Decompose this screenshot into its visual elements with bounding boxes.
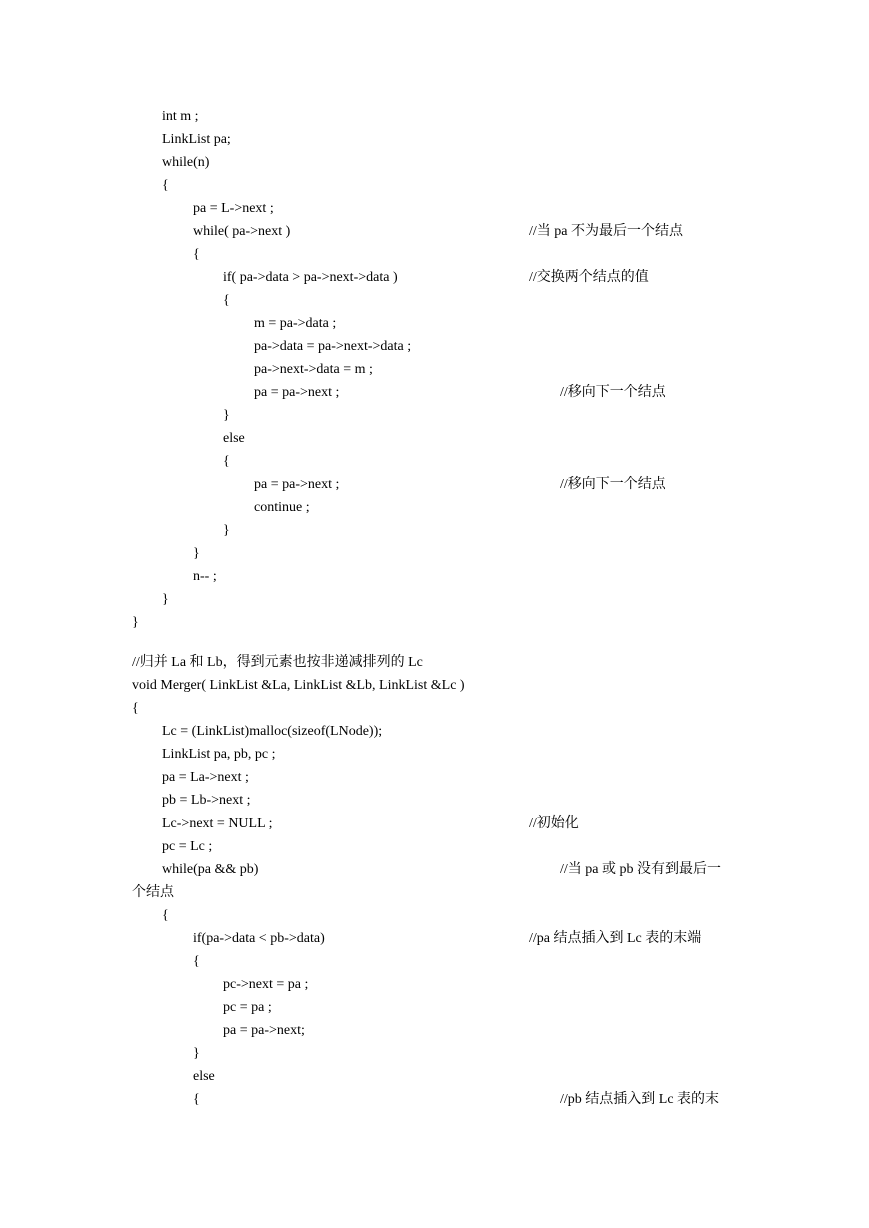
code-text: pa = pa->next; bbox=[223, 1023, 305, 1038]
code-text: //归并 La 和 Lb，得到元素也按非递减排列的 Lc bbox=[132, 655, 423, 670]
code-text: } bbox=[162, 592, 169, 607]
code-line bbox=[0, 927, 869, 950]
code-line bbox=[0, 335, 869, 358]
code-text: if(pa->data < pb->data) bbox=[193, 931, 325, 946]
code-text: pa->next->data = m ; bbox=[254, 362, 373, 377]
code-line bbox=[0, 973, 869, 996]
code-line bbox=[0, 881, 869, 904]
code-text: } bbox=[223, 408, 230, 423]
code-line bbox=[0, 519, 869, 542]
code-line bbox=[0, 105, 869, 128]
code-line bbox=[0, 565, 869, 588]
code-text: pc->next = pa ; bbox=[223, 977, 309, 992]
code-line bbox=[0, 904, 869, 927]
code-text: m = pa->data ; bbox=[254, 316, 337, 331]
code-line bbox=[0, 496, 869, 519]
code-text: { bbox=[132, 701, 139, 716]
code-line bbox=[0, 697, 869, 720]
code-line bbox=[0, 220, 869, 243]
code-line bbox=[0, 128, 869, 151]
code-text: pa = La->next ; bbox=[162, 770, 249, 785]
code-line bbox=[0, 858, 869, 881]
code-text: } bbox=[132, 615, 139, 630]
code-text: Lc = (LinkList)malloc(sizeof(LNode)); bbox=[162, 724, 383, 739]
code-line bbox=[0, 266, 869, 289]
code-line bbox=[0, 542, 869, 565]
code-text: pc = Lc ; bbox=[162, 839, 213, 854]
code-line bbox=[0, 1042, 869, 1065]
code-text: pa = L->next ; bbox=[193, 201, 274, 216]
code-line bbox=[0, 720, 869, 743]
code-text: } bbox=[193, 1046, 200, 1061]
code-line bbox=[0, 674, 869, 697]
code-text: { bbox=[162, 908, 169, 923]
code-text: LinkList pa, pb, pc ; bbox=[162, 747, 276, 762]
code-text: { bbox=[193, 1092, 200, 1107]
code-text: { bbox=[162, 178, 169, 193]
code-line bbox=[0, 151, 869, 174]
code-comment: //交换两个结点的值 bbox=[529, 270, 649, 285]
code-line bbox=[0, 1088, 869, 1111]
code-text: while( pa->next ) bbox=[193, 224, 291, 239]
code-text: pa->data = pa->next->data ; bbox=[254, 339, 412, 354]
code-text: n-- ; bbox=[193, 569, 217, 584]
code-line bbox=[0, 588, 869, 611]
code-text: else bbox=[193, 1069, 215, 1084]
code-comment: //当 pa 不为最后一个结点 bbox=[529, 224, 683, 239]
code-comment: //当 pa 或 pb 没有到最后一 bbox=[560, 862, 721, 877]
code-line bbox=[0, 289, 869, 312]
code-text: pc = pa ; bbox=[223, 1000, 272, 1015]
code-text: Lc->next = NULL ; bbox=[162, 816, 273, 831]
code-text: while(pa && pb) bbox=[162, 862, 259, 877]
code-text: else bbox=[223, 431, 245, 446]
code-text: pa = pa->next ; bbox=[254, 477, 340, 492]
code-text: 个结点 bbox=[132, 885, 174, 900]
code-text: { bbox=[193, 954, 200, 969]
code-line bbox=[0, 243, 869, 266]
code-line bbox=[0, 743, 869, 766]
code-line bbox=[0, 789, 869, 812]
code-line bbox=[0, 996, 869, 1019]
code-line bbox=[0, 358, 869, 381]
code-text: void Merger( LinkList &La, LinkList &Lb, LinkList &Lc ) bbox=[132, 678, 465, 693]
code-text: pa = pa->next ; bbox=[254, 385, 340, 400]
code-comment: //pb 结点插入到 Lc 表的末 bbox=[560, 1092, 720, 1107]
code-line bbox=[0, 835, 869, 858]
code-text: while(n) bbox=[162, 155, 210, 170]
code-line bbox=[0, 611, 869, 634]
code-text: { bbox=[193, 247, 200, 262]
code-text: pb = Lb->next ; bbox=[162, 793, 251, 808]
code-line bbox=[0, 197, 869, 220]
code-line bbox=[0, 766, 869, 789]
code-comment: //初始化 bbox=[529, 816, 579, 831]
code-line bbox=[0, 1019, 869, 1042]
code-text: } bbox=[223, 523, 230, 538]
code-line bbox=[0, 427, 869, 450]
code-line bbox=[0, 950, 869, 973]
code-comment: //pa 结点插入到 Lc 表的末端 bbox=[529, 931, 702, 946]
code-line bbox=[0, 473, 869, 496]
code-text: int m ; bbox=[162, 109, 199, 124]
code-text: { bbox=[223, 293, 230, 308]
code-text: if( pa->data > pa->next->data ) bbox=[223, 270, 398, 285]
code-comment: //移向下一个结点 bbox=[560, 477, 666, 492]
code-line bbox=[0, 812, 869, 835]
code-line bbox=[0, 404, 869, 427]
code-line bbox=[0, 450, 869, 473]
code-line bbox=[0, 174, 869, 197]
code-text: continue ; bbox=[254, 500, 310, 515]
code-line bbox=[0, 651, 869, 674]
code-line bbox=[0, 1065, 869, 1088]
code-line bbox=[0, 381, 869, 404]
code-text: { bbox=[223, 454, 230, 469]
code-text: } bbox=[193, 546, 200, 561]
code-comment: //移向下一个结点 bbox=[560, 385, 666, 400]
code-text: LinkList pa; bbox=[162, 132, 231, 147]
code-line bbox=[0, 312, 869, 335]
